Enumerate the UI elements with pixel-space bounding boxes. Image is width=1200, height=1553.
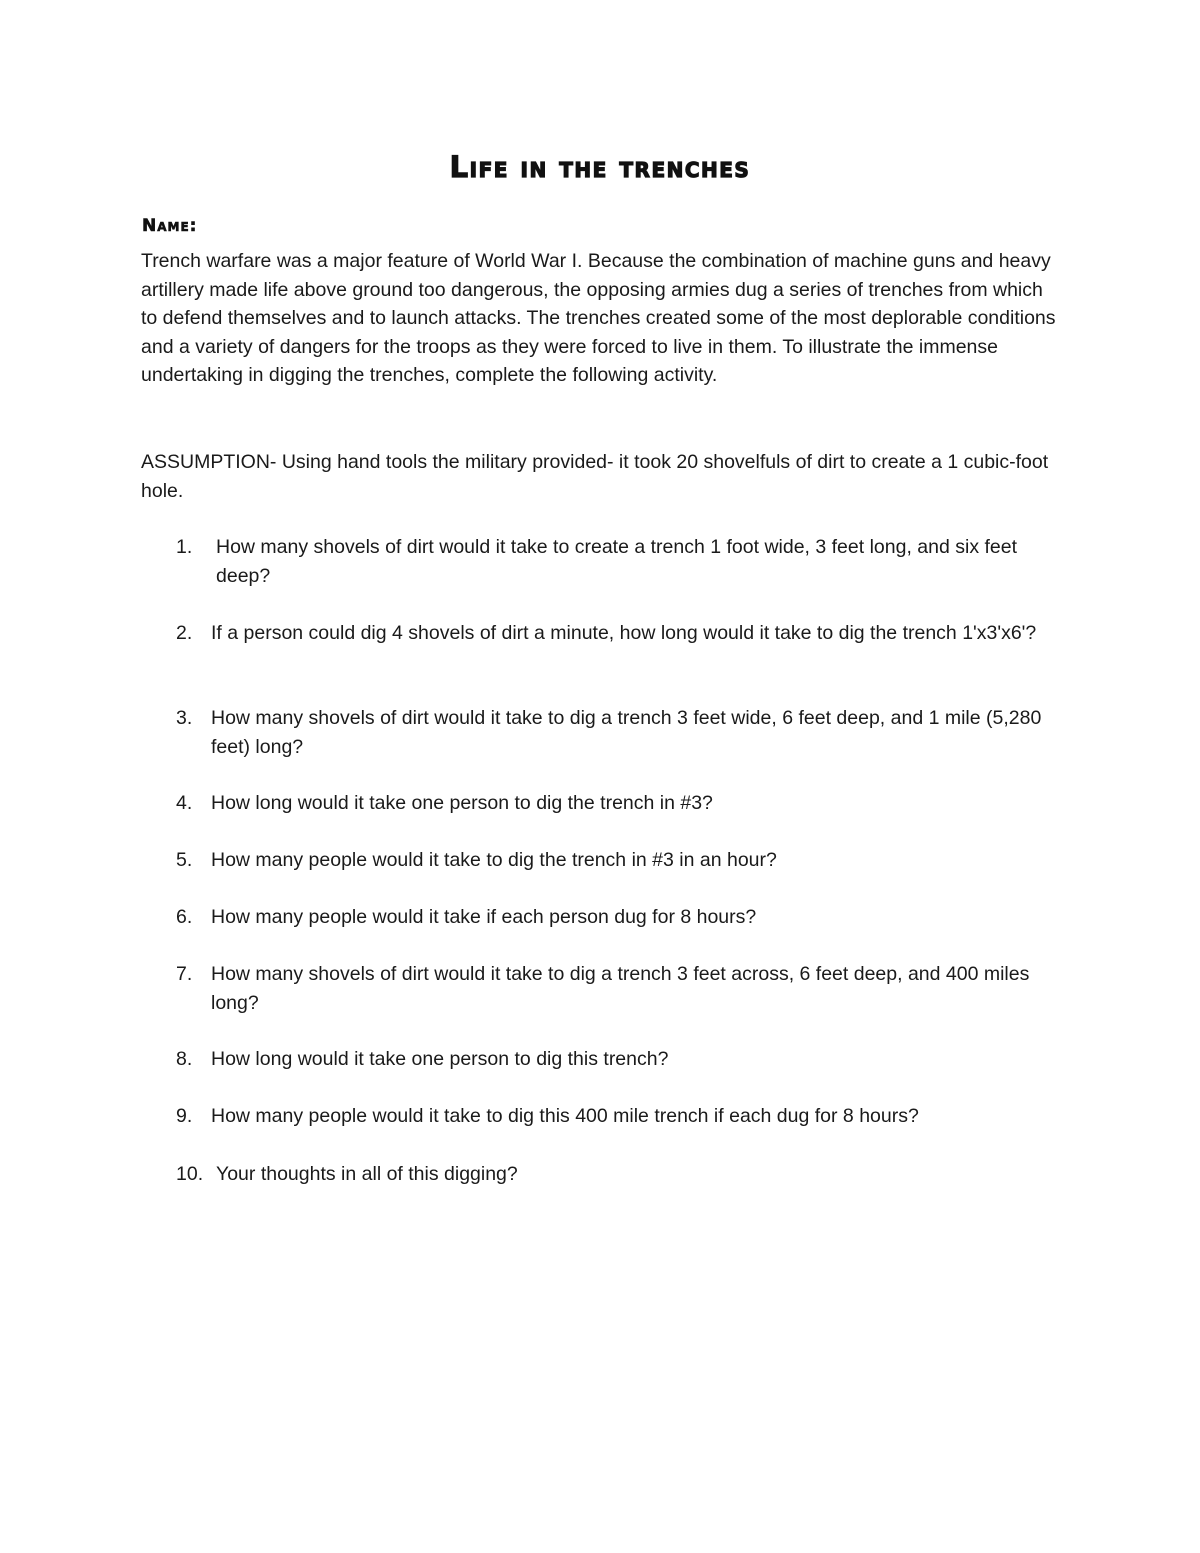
page-title: Life in the trenches <box>449 150 751 184</box>
question-number: 7. <box>176 963 193 985</box>
question-number: 9. <box>176 1105 193 1127</box>
question-text: How many people would it take to dig the trench in #3 in an hour? <box>211 849 777 871</box>
intro-paragraph: Trench warfare was a major feature of World War I. Because the combination of machine guns and heavy artillery made life above ground too dangerous, the opposing armies dug a series of trenches from which to defend themselves and to launch attacks. The trenches created some of the most deplorable conditions and a variety of dangers for the troops as they were forced to live in them. To illustrate the immense undertaking in digging the trenches, complete the following activity. <box>141 250 1056 387</box>
question-number: 4. <box>176 792 193 814</box>
question-text: How many shovels of dirt would it take to dig a trench 3 feet wide, 6 feet deep, and 1 mile (5,280 feet) long? <box>211 707 1042 758</box>
question-text: How many shovels of dirt would it take to create a trench 1 foot wide, 3 feet long, and six feet deep? <box>216 536 1018 587</box>
question-number: 8. <box>176 1048 193 1070</box>
question-text: How many shovels of dirt would it take to dig a trench 3 feet across, 6 feet deep, and 400 miles long? <box>211 963 1030 1014</box>
question-text: How long would it take one person to dig the trench in #3? <box>211 792 713 814</box>
question-number: 5. <box>176 849 193 871</box>
question-text: If a person could dig 4 shovels of dirt a minute, how long would it take to dig the trench 1'x3'x6'? <box>211 622 1037 644</box>
question-text: How long would it take one person to dig this trench? <box>211 1048 669 1070</box>
question-text: How many people would it take if each person dug for 8 hours? <box>211 906 757 928</box>
assumption-paragraph: ASSUMPTION- Using hand tools the military provided- it took 20 shovelfuls of dirt to create a 1 cubic-foot hole. <box>141 451 1049 502</box>
question-number: 6. <box>176 906 193 928</box>
question-number: 3. <box>176 707 193 729</box>
name-label: Name: <box>142 216 198 236</box>
question-number: 1. <box>176 536 193 558</box>
question-text: How many people would it take to dig this 400 mile trench if each dug for 8 hours? <box>211 1105 919 1127</box>
question-number: 10. <box>176 1163 204 1185</box>
question-text: Your thoughts in all of this digging? <box>216 1163 518 1185</box>
question-number: 2. <box>176 622 193 644</box>
